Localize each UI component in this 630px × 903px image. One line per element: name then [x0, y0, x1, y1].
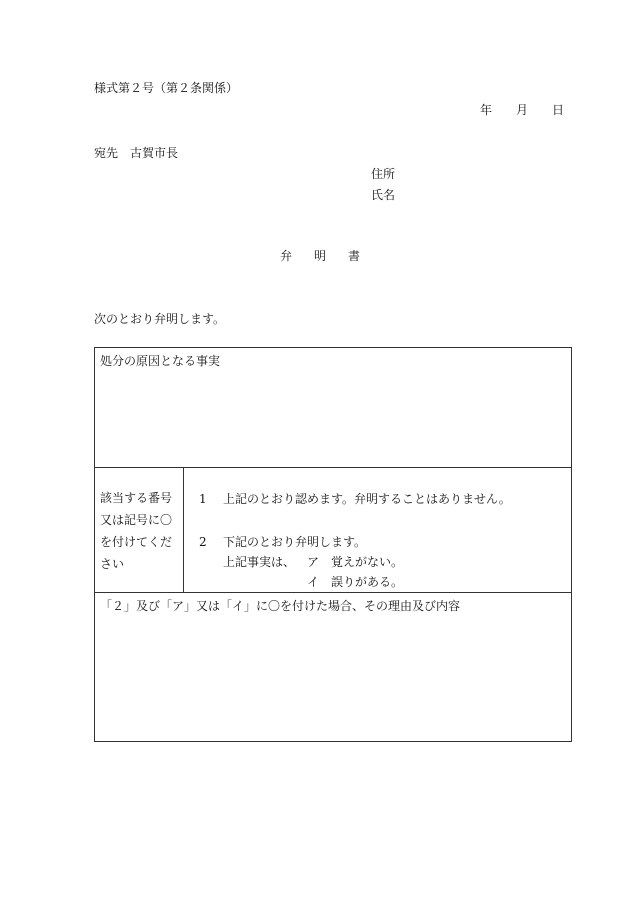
name-label: 氏名: [371, 188, 396, 202]
address-label: 住所: [371, 167, 396, 181]
sub-i-mark[interactable]: イ: [307, 575, 320, 589]
choice-header-line-1: 該当する番号: [100, 491, 173, 505]
addressee-prefix: 宛先: [94, 146, 119, 160]
option-2-text: 下記のとおり弁明します。: [223, 535, 367, 549]
date-day-label: 日: [552, 103, 565, 117]
choice-row: [95, 468, 571, 593]
sub-i-text: 誤りがある。: [331, 575, 404, 589]
date-line: [480, 102, 564, 118]
addressee: [94, 145, 178, 161]
title-char-1: 弁: [280, 249, 293, 263]
choice-header-line-3: を付けてくだ: [100, 535, 173, 549]
title-char-2: 明: [314, 249, 327, 263]
choice-header-line-2: 又は記号に〇: [100, 513, 173, 527]
date-year-label: 年: [480, 103, 493, 117]
option-1-text: 上記のとおり認めます。弁明することはありません。: [223, 492, 511, 506]
sub-a-mark[interactable]: ア: [307, 555, 320, 569]
reason-row[interactable]: [95, 593, 571, 741]
facts-row: [95, 348, 571, 468]
addressee-name: 古賀市長: [130, 146, 179, 160]
form-number: 様式第２号（第２条関係）: [94, 81, 239, 95]
choice-header-cell: [95, 468, 184, 592]
reason-label: 「２」及び「ア」又は「イ」に〇を付けた場合、その理由及び内容: [100, 599, 461, 613]
explanation-form-table: [94, 347, 572, 742]
facts-label: 処分の原因となる事実: [100, 354, 221, 368]
sub-a-text: 覚えがない。: [331, 555, 404, 569]
document-title: [280, 248, 360, 264]
title-char-3: 書: [348, 249, 361, 263]
option-2-sub-i: [307, 574, 403, 590]
option-1-number[interactable]: 1: [199, 492, 207, 506]
intro-text: 次のとおり弁明します。: [94, 312, 226, 326]
date-month-label: 月: [516, 103, 529, 117]
choice-header-line-4: さい: [100, 557, 125, 571]
option-2-sub-a: [307, 554, 403, 570]
option-2-number[interactable]: 2: [199, 535, 207, 549]
option-2-sub-label: 上記事実は、: [223, 555, 296, 569]
